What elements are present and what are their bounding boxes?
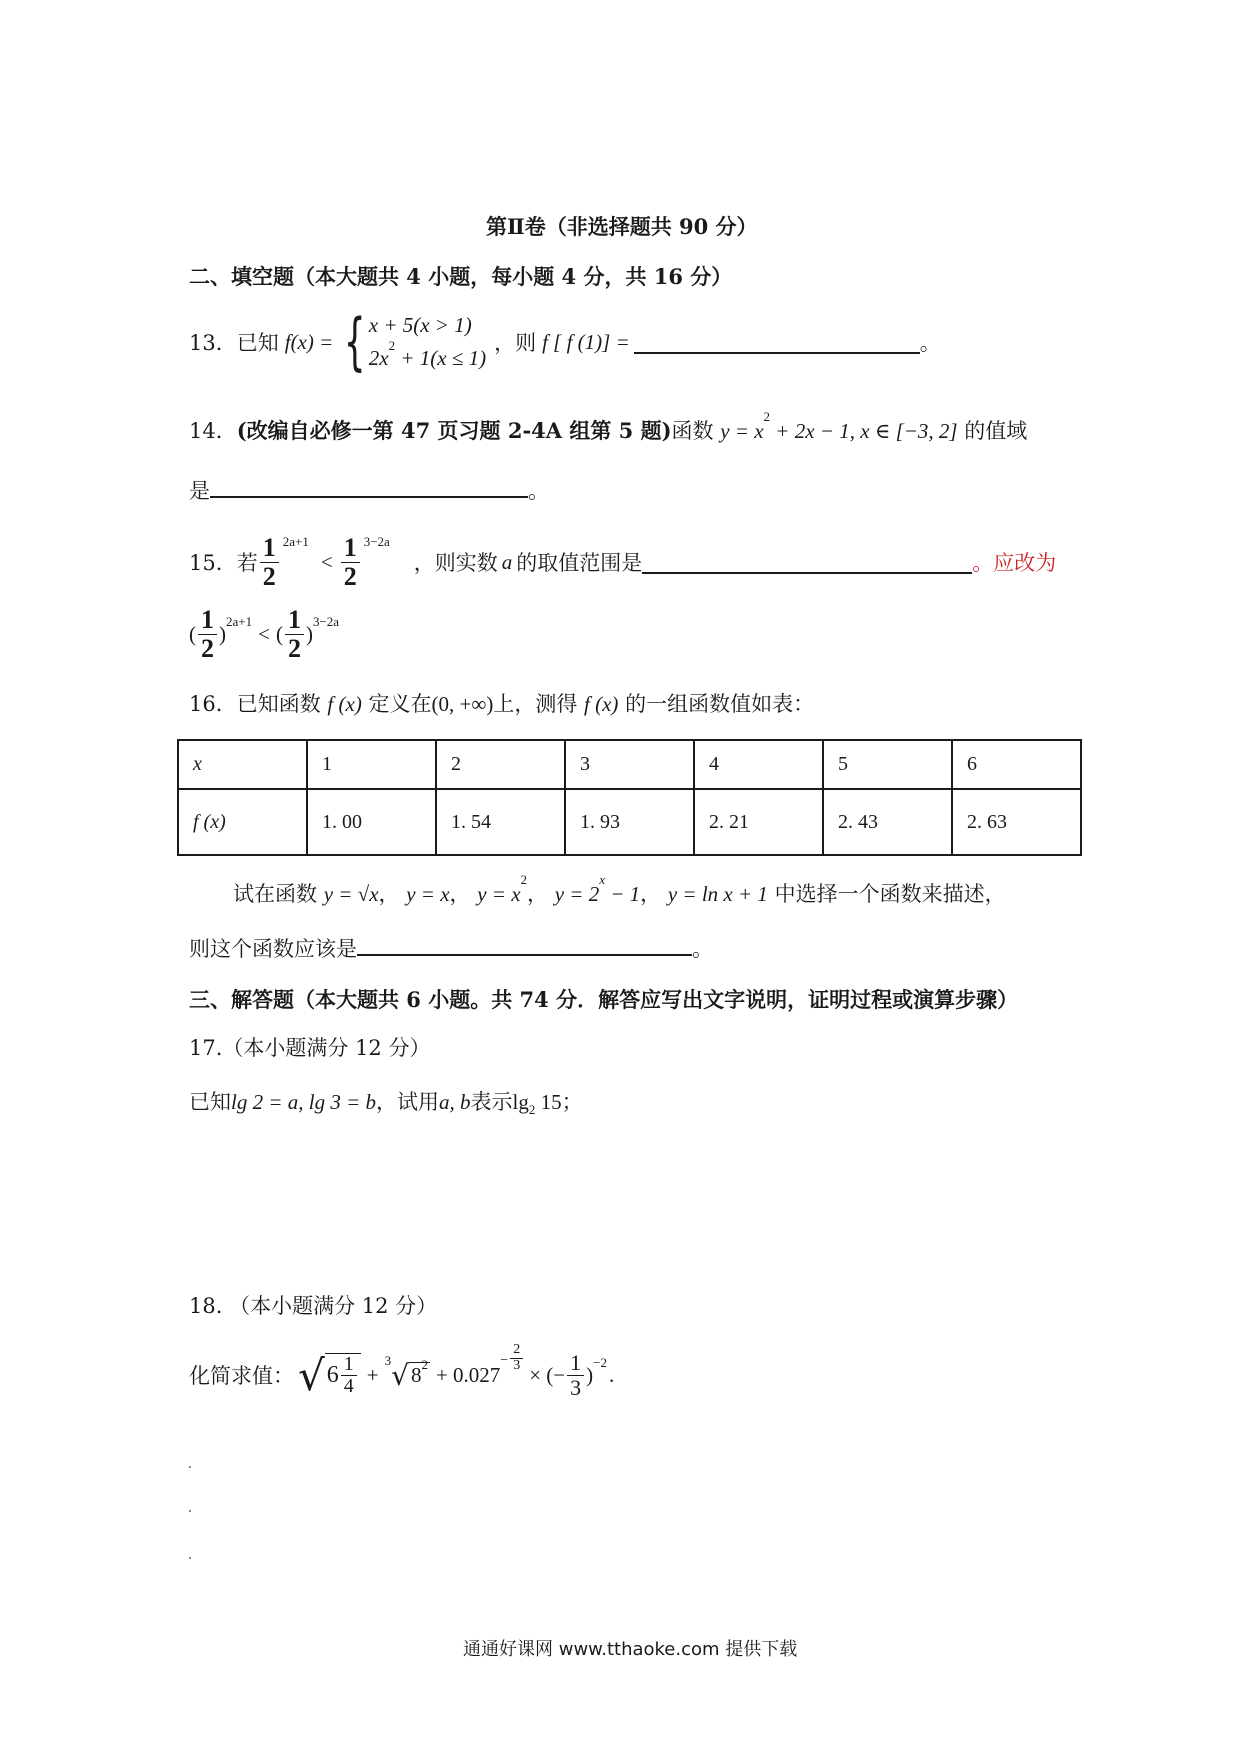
fraction-one-half: $\frac{1}{2}$	[260, 534, 279, 590]
answer-blank[interactable]	[634, 330, 920, 354]
question-lead: 函数	[671, 419, 714, 443]
domain-interval: (0, +∞)	[431, 692, 494, 716]
candidate-function-sqrt: y = √x	[323, 882, 379, 906]
question-number: 16．	[189, 692, 237, 716]
paren-close: )	[586, 1362, 594, 1387]
table-cell: 4	[694, 740, 823, 789]
root-index: 3	[384, 1353, 392, 1368]
table-cell: 1. 54	[436, 789, 565, 855]
question-number: 13．	[189, 331, 237, 355]
answer-blank[interactable]	[210, 474, 528, 498]
radicand-mixed-number: 6 $\frac{1}{4}$	[325, 1353, 361, 1397]
exponent: 3−2a	[312, 614, 340, 629]
exponent: −2	[593, 1355, 607, 1370]
question-text: 已知函数	[236, 692, 321, 716]
section-heading-solutions: 三、解答题（本大题共 6 小题。共 74 分．解答应写出文字说明，证明过程或演算步骤）	[189, 987, 1019, 1012]
question-number: 14．	[189, 419, 237, 443]
table-cell: 6	[952, 740, 1081, 789]
question-tail: 的值域	[964, 419, 1028, 443]
candidate-function-square: $y = x^2$	[477, 872, 528, 906]
question-16-line-3	[189, 932, 713, 963]
question-end: 。	[919, 331, 941, 355]
less-than-symbol: <	[258, 621, 270, 646]
exponent: 2a+1	[226, 614, 253, 629]
fraction-one-half: $\frac{1}{2}$	[341, 534, 360, 590]
less-than-symbol: <	[320, 549, 333, 574]
table-cell: 5	[823, 740, 952, 789]
table-row	[178, 740, 1081, 789]
function-name: f (x)	[584, 692, 619, 716]
question-end: 。	[692, 937, 713, 961]
correction-note: 。应改为	[972, 551, 1057, 575]
decimal-term: + 0.027	[435, 1362, 501, 1387]
function-name: f(x) =	[284, 329, 334, 354]
paren-close: )	[305, 621, 313, 646]
exponent: 3−2a	[363, 534, 390, 549]
table-cell: x	[178, 740, 307, 789]
question-lead: 化简求值：	[189, 1364, 294, 1388]
paren-open: (	[189, 621, 196, 646]
fraction-one-third: $\frac{1}{3}$	[567, 1351, 584, 1398]
table-cell: 3	[565, 740, 694, 789]
table-cell: 1. 00	[307, 789, 436, 855]
question-text: 试在函数	[233, 882, 317, 906]
table-cell: 2. 21	[694, 789, 823, 855]
question-text: 是	[189, 479, 210, 503]
separator: ，	[378, 882, 400, 906]
radicand-power: $8^2$	[410, 1357, 428, 1387]
function-name: f (x)	[327, 692, 362, 716]
question-end: .	[608, 1362, 615, 1387]
plus-symbol: +	[366, 1362, 379, 1387]
question-lead: 已知	[236, 331, 279, 355]
separator: ，	[449, 882, 471, 906]
table-cell: 2	[436, 740, 565, 789]
scan-artifact	[189, 1557, 191, 1559]
answer-blank[interactable]	[642, 550, 972, 574]
question-text: 上，测得	[493, 692, 578, 716]
page-footer: 通通好课网 www.tthaoke.com 提供下载	[463, 1639, 798, 1660]
question-text: 则这个函数应该是	[189, 937, 357, 961]
variables: a, b	[439, 1090, 471, 1114]
piecewise-cases	[369, 309, 486, 374]
paren-close: )	[219, 621, 226, 646]
times-term: × (−	[529, 1362, 566, 1387]
question-end: ；	[561, 1090, 583, 1114]
question-18	[189, 1335, 614, 1415]
question-ask: f [ f (1)] =	[542, 329, 630, 354]
case-1: x + 5(x > 1)	[368, 313, 472, 338]
question-17	[189, 1086, 583, 1118]
fraction-one-half: $\frac{1}{2}$	[285, 606, 304, 662]
question-text: ，试用	[376, 1090, 440, 1114]
variable-a: a	[501, 549, 513, 574]
candidate-function-linear: y = x	[406, 882, 450, 906]
case-2: $2x^2 + 1(x \le 1)$	[368, 338, 487, 370]
question-16	[189, 688, 814, 718]
table-cell: 1	[307, 740, 436, 789]
table-row	[178, 789, 1081, 855]
question-18-label: 18. （本小题满分 12 分）	[189, 1294, 438, 1318]
exponent: 2a+1	[282, 534, 309, 549]
table-cell: 1. 93	[565, 789, 694, 855]
question-text: 已知	[189, 1090, 231, 1114]
question-connector: ，则	[494, 331, 537, 355]
question-tail: 的取值范围是	[516, 551, 643, 575]
question-15	[189, 527, 1056, 597]
target-expression: $\lg_2 15$	[512, 1090, 562, 1118]
candidate-function-log: y = ln x + 1	[667, 882, 768, 906]
question-text: 的一组函数值如表：	[625, 692, 815, 716]
function-value-table	[177, 739, 1082, 856]
question-17-label: 17.（本小题满分 12 分）	[189, 1036, 431, 1060]
question-lead: 若	[236, 551, 258, 575]
question-text: 中选择一个函数来描述，	[774, 882, 1006, 906]
question-number: 15．	[189, 551, 237, 575]
answer-blank[interactable]	[357, 932, 692, 956]
question-15-correction	[189, 601, 339, 667]
question-16-line-2	[233, 872, 1006, 908]
page-title: 第Ⅱ卷（非选择题共 90 分）	[486, 214, 758, 239]
radical-sign: √	[298, 1350, 325, 1400]
question-13	[189, 300, 941, 384]
separator: ，	[640, 882, 662, 906]
fractional-exponent: − $\frac{2}{3}$	[500, 1343, 525, 1373]
function-expression: $y = x^2 + 2x - 1$, x ∈ [−3, 2]	[720, 409, 958, 443]
question-end: 。	[528, 479, 549, 503]
question-text: 表示	[470, 1090, 513, 1114]
question-connector: ，则实数	[413, 551, 498, 575]
separator: ，	[527, 882, 549, 906]
question-14-line-2	[189, 474, 549, 505]
scan-artifact	[189, 1466, 191, 1468]
candidate-function-exponential: $y = 2^x - 1$	[554, 872, 641, 906]
given-condition: lg 2 = a, lg 3 = b	[231, 1090, 377, 1114]
section-heading-fill-in: 二、填空题（本大题共 4 小题，每小题 4 分，共 16 分）	[189, 264, 733, 289]
table-cell: 2. 63	[952, 789, 1081, 855]
brace-symbol: {	[344, 305, 366, 378]
paren-open: (	[275, 621, 283, 646]
radical-sign: √	[391, 1358, 409, 1392]
question-text: 定义在	[368, 692, 432, 716]
question-source-note: (改编自必修一第 47 页习题 2-4A 组第 5 题)	[236, 418, 672, 443]
table-cell: f (x)	[178, 789, 307, 855]
scan-artifact	[189, 1510, 191, 1512]
question-14	[189, 409, 1028, 445]
fraction-one-half: $\frac{1}{2}$	[198, 606, 217, 662]
table-cell: 2. 43	[823, 789, 952, 855]
